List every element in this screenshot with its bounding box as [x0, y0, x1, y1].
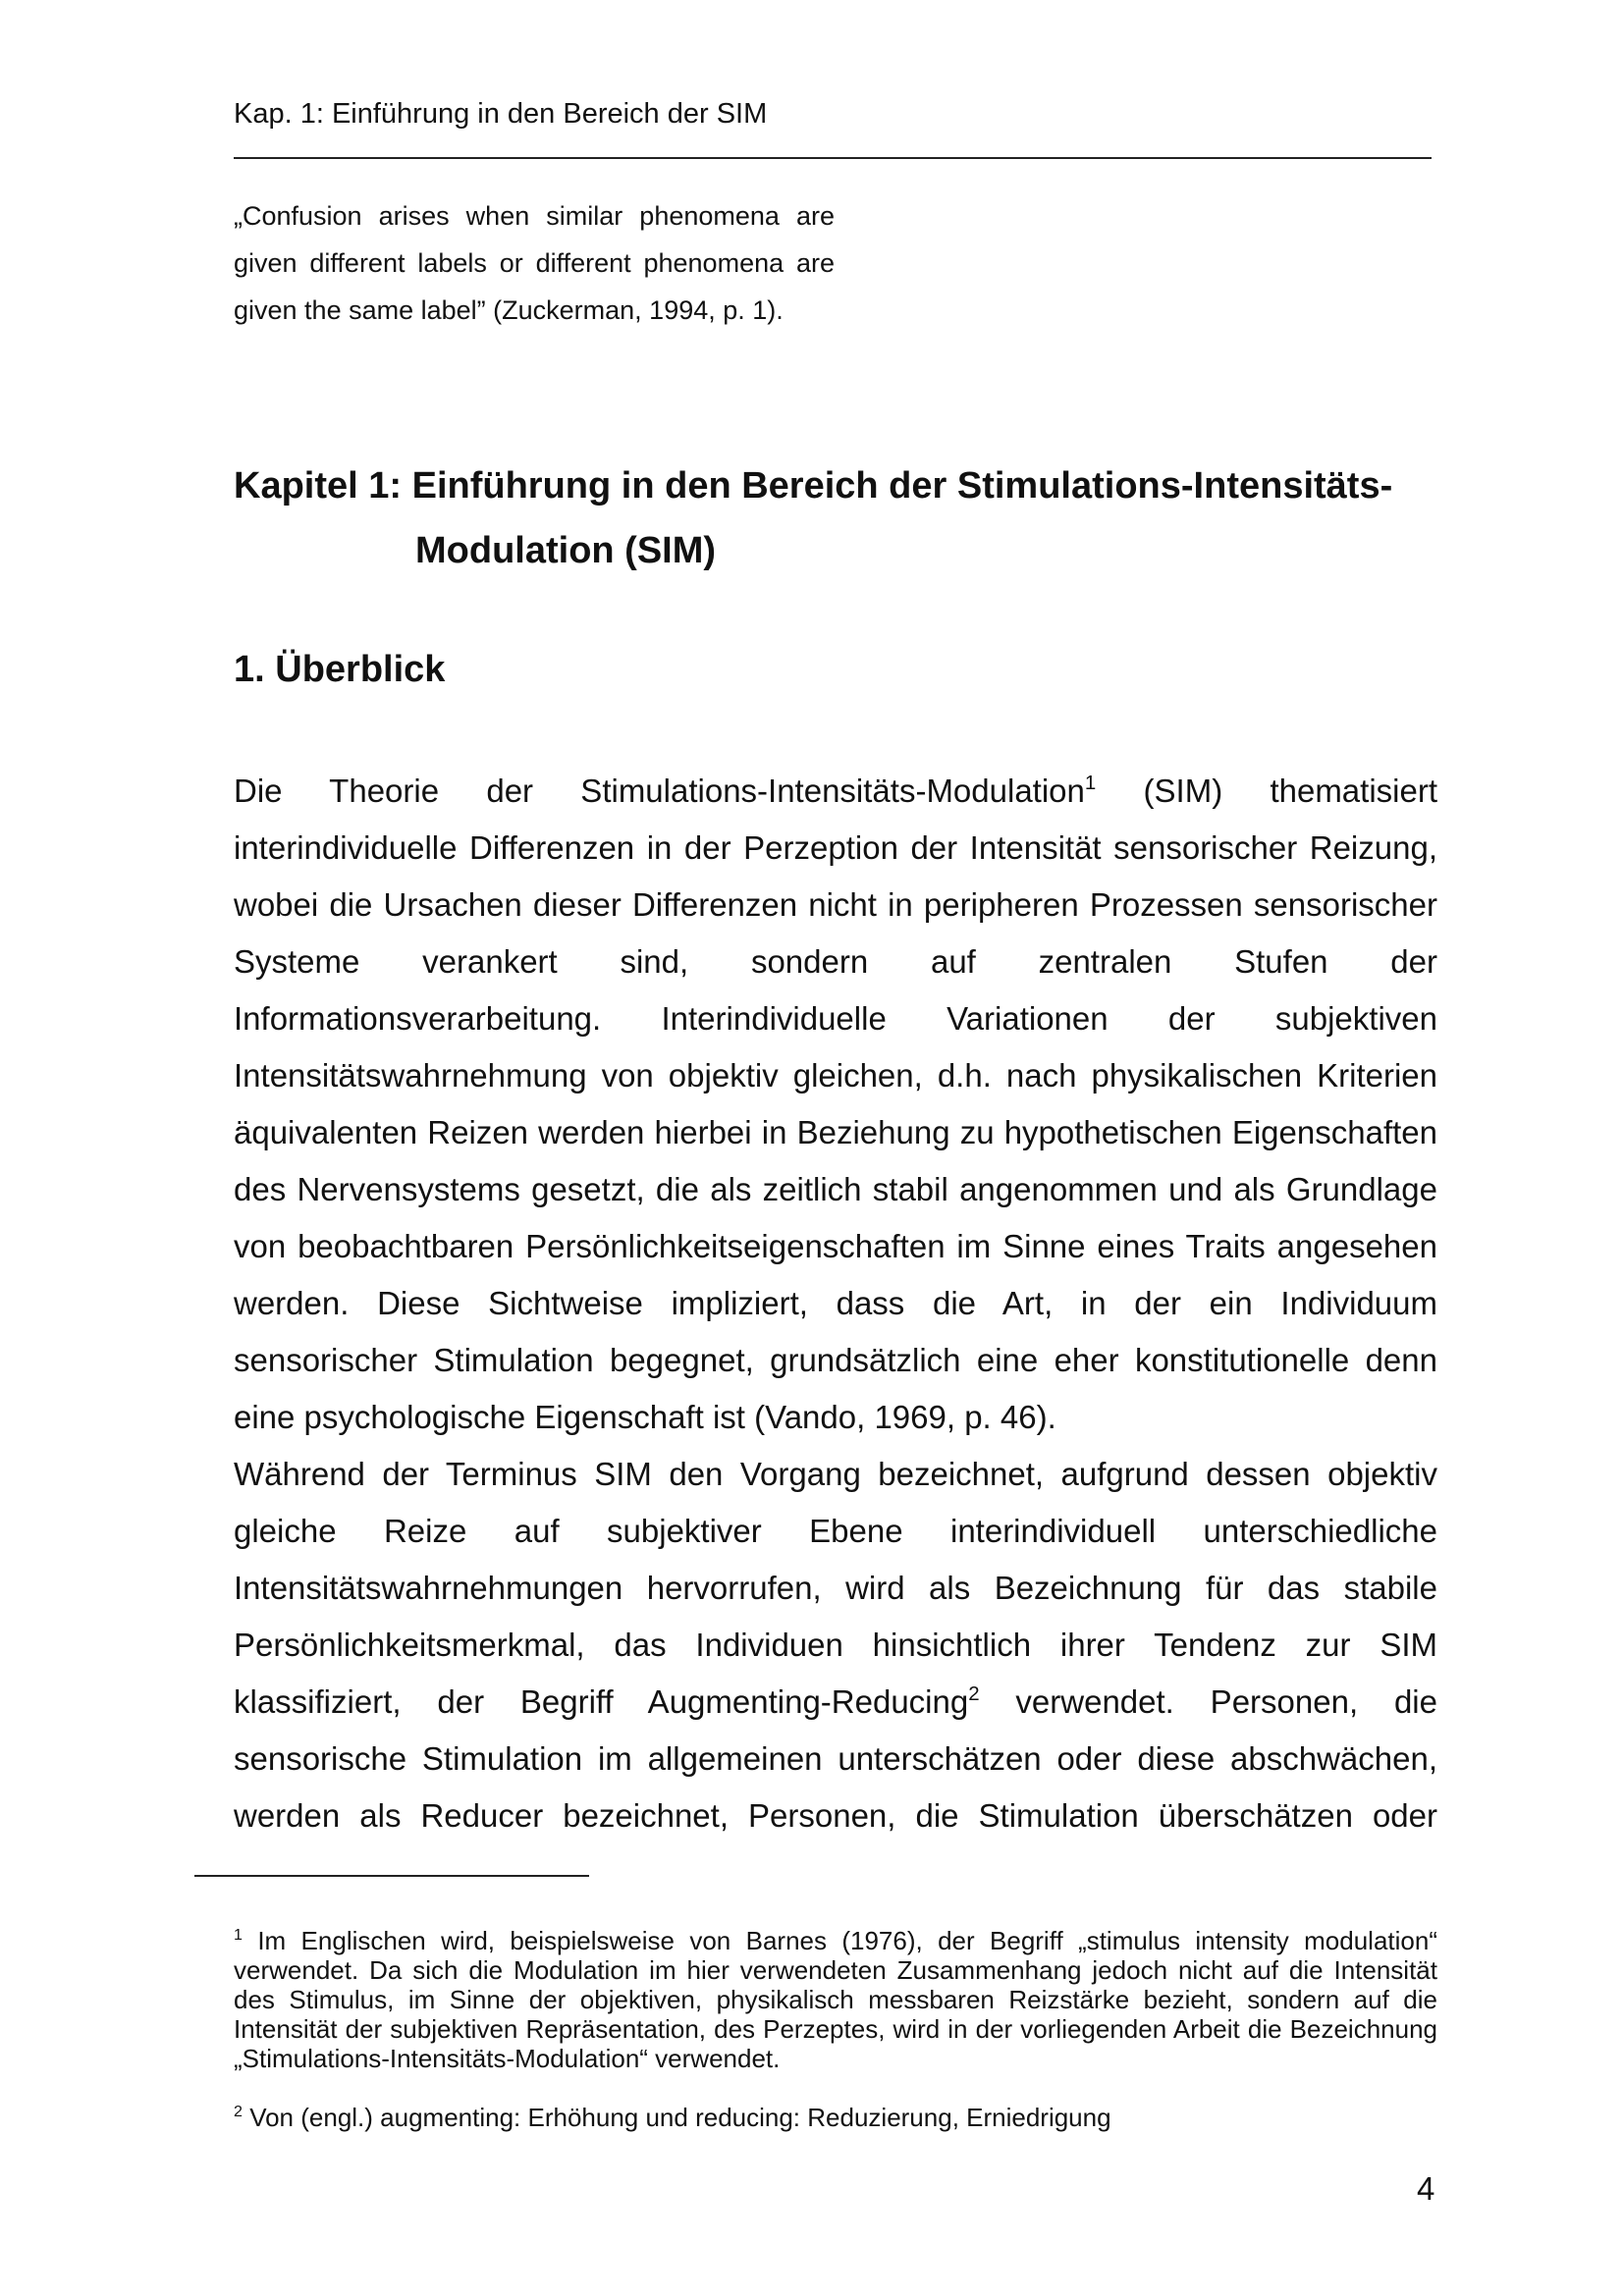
- running-header: Kap. 1: Einführung in den Bereich der SIM: [234, 98, 768, 130]
- body-paragraph-2: [234, 1446, 1437, 1844]
- footnote-2-marker: 2: [234, 2103, 243, 2121]
- epigraph-quote: „Confusion arises when similar phenomena are given different labels or different phenomena are given the same label” (Zuckerman, 1994, p. 1).: [234, 201, 835, 325]
- body-text: [234, 763, 1437, 1844]
- footnote-2-text: Von (engl.) augmenting: Erhöhung und reducing: Reduzierung, Erniedrigung: [242, 2103, 1111, 2132]
- chapter-title: [234, 454, 1392, 583]
- footnote-ref-1: 1: [1084, 771, 1097, 794]
- footnote-rule: [194, 1875, 589, 1877]
- chapter-title-line1: Einführung in den Bereich der Stimulations-Intensitäts-: [411, 465, 1393, 507]
- page-number: 4: [1417, 2170, 1435, 2207]
- footnote-1-marker: 1: [234, 1926, 243, 1945]
- footnotes: [234, 1926, 1437, 2132]
- footnote-1: [234, 1926, 1437, 2073]
- body-paragraph-1: [234, 763, 1437, 1446]
- paragraph-1-text-start: Die Theorie der Stimulations-Intensitäts-Modulation: [234, 773, 1085, 809]
- footnote-ref-2: 2: [968, 1682, 980, 1705]
- header-rule: [234, 157, 1432, 159]
- paragraph-2-text-start: Während der Terminus SIM den Vorgang bezeichnet, aufgrund dessen objektiv gleiche Reize auf subjektiver Ebene interindividuell unterschiedliche Intensitätswahrnehmungen hervorrufen, wird als Bezeichnung für das stabile Persönlichkeitsmerkmal, das Individuen hinsichtlich ihrer Tendenz zur SIM klassifiziert, der Begriff Augmenting-Reducing: [234, 1456, 1437, 1720]
- paragraph-2-text-end: verwendet. Personen, die sensorische Stimulation im allgemeinen unterschätzen oder diese abschwächen, werden als Reducer bezeichnet, Personen, die Stimulation überschätzen oder: [234, 1683, 1437, 1834]
- chapter-title-line2: Modulation (SIM): [415, 530, 717, 571]
- paragraph-1-text-end: (SIM) thematisiert interindividuelle Differenzen in der Perzeption der Intensität sensorischer Reizung, wobei die Ursachen dieser Differenzen nicht in peripheren Prozessen sensorischer Systeme verankert sind, sondern auf zentralen Stufen der Informationsverarbeitung. Interindividuelle Variationen der subjektiven Intensitätswahrnehmung von objektiv gleichen, d.h. nach physikalischen Kriterien äquivalenten Reizen werden hierbei in Beziehung zu hypothetischen Eigenschaften des Nervensystems gesetzt, die als zeitlich stabil angenommen und als Grundlage von beobachtbaren Persönlichkeitseigenschaften im Sinne eines Traits angesehen werden. Diese Sichtweise impliziert, dass die Art, in der ein Individuum sensorischer Stimulation begegnet, grundsätzlich eine eher konstitutionelle denn eine psychologische Eigenschaft ist (Vando, 1969, p. 46).: [234, 773, 1438, 1435]
- section-heading: 1. Überblick: [234, 649, 446, 690]
- chapter-label: Kapitel 1:: [234, 465, 403, 507]
- footnote-2: [234, 2103, 1437, 2132]
- footnote-1-text: Im Englischen wird, beispielsweise von Barnes (1976), der Begriff „stimulus intensity modulation“ verwendet. Da sich die Modulation im hier verwendeten Zusammenhang jedoch nicht auf die Intensität des Stimulus, im Sinne der objektiven, physikalisch messbaren Reizstärke bezieht, sondern auf die Intensität der subjektiven Repräsentation, des Perzeptes, wird in der vorliegenden Arbeit die Bezeichnung „Stimulations-Intensitäts-Modulation“ verwendet.: [234, 1926, 1437, 2073]
